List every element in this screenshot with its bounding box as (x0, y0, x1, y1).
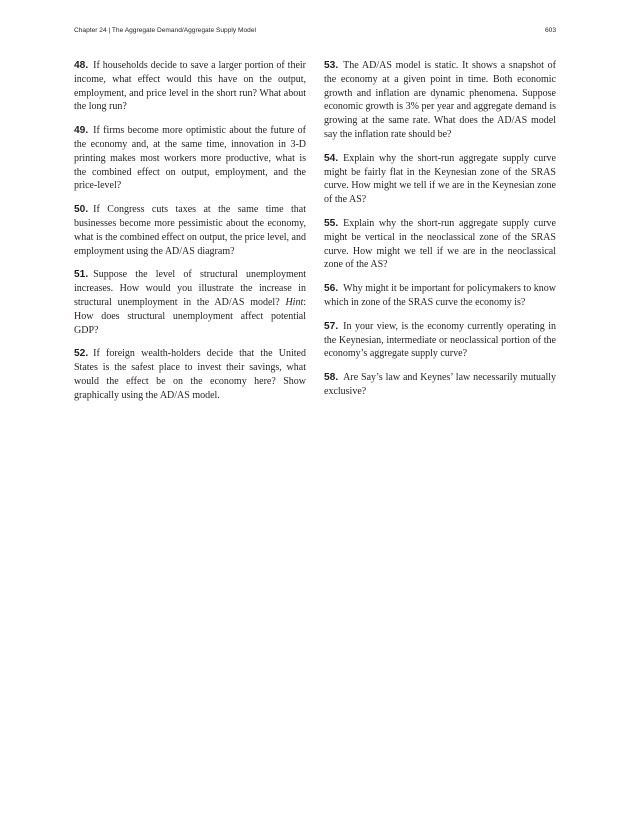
question-text: In your view, is the economy currently operating in the Keynesian, intermediate or neoclassical portion of the economy’s aggregate supply curve? (324, 320, 556, 360)
question-text: If foreign wealth-holders decide that the United States is the safest place to invest their savings, what would the effect be on the economy here? Show graphically using the AD/AS model. (74, 348, 306, 401)
question-49 (74, 124, 306, 193)
chapter-prefix: Chapter 24 (74, 27, 107, 34)
question-53 (324, 59, 556, 142)
question-number: 50. (74, 204, 89, 216)
chapter-separator: | (106, 27, 112, 34)
question-text: Suppose the level of structural unemployment increases. How would you illustrate the increase in structural unemployment in the AD/AS model? (74, 269, 306, 308)
question-number: 58. (324, 372, 339, 384)
question-number: 53. (324, 60, 339, 71)
chapter-heading (74, 25, 256, 37)
question-54 (324, 152, 556, 207)
question-text-continued: : How does structural unemployment affect potential GDP? (74, 296, 306, 336)
question-51 (74, 268, 306, 337)
running-header (74, 25, 556, 37)
right-column (324, 59, 556, 409)
question-text: If households decide to save a larger portion of their income, what effect would this have on the output, employment, and price level in the short run? What about the long run? (74, 60, 306, 113)
question-number: 48. (74, 60, 89, 71)
page-number: 603 (544, 27, 556, 34)
question-text: Explain why the short-run aggregate supply curve might be fairly flat in the Keynesian zone of the SRAS curve. How might we tell if we are in the Keynesian zone of the AS? (324, 152, 556, 206)
question-52 (74, 347, 306, 402)
question-58 (324, 371, 556, 399)
question-57 (324, 320, 556, 361)
question-number: 56. (324, 283, 339, 295)
question-number: 52. (74, 348, 89, 360)
question-50 (74, 203, 306, 258)
question-48 (74, 59, 306, 114)
left-column (74, 59, 306, 413)
question-text: Are Say’s law and Keynes’ law necessarily mutually exclusive? (324, 372, 556, 397)
question-text: The AD/AS model is static. It shows a snapshot of the economy at a given point in time. Both economic growth and inflation are dynamic phenomena. Suppose economic growth is 3% per year and aggregate demand is growing at the same rate. What does the AD/AS model say the inflation rate should be? (324, 60, 556, 140)
question-text: Explain why the short-run aggregate supply curve might be vertical in the neoclassical zone of the SRAS curve. How might we tell if we are in the neoclassical zone of the AS? (324, 217, 556, 271)
question-number: 51. (74, 269, 89, 281)
hint-label: Hint (285, 296, 304, 308)
question-text: If Congress cuts taxes at the same time that businesses become more pessimistic about the economy, what is the combined effect on output, the price level, and employment using the AD/AS diagram? (74, 204, 306, 257)
question-number: 55. (324, 217, 339, 229)
question-text: Why might it be important for policymakers to know which in zone of the SRAS curve the economy is? (324, 283, 556, 308)
question-number: 57. (324, 320, 339, 332)
question-56 (324, 282, 556, 310)
question-number: 49. (74, 125, 89, 137)
question-number: 54. (324, 152, 339, 164)
question-55 (324, 217, 556, 272)
question-text: If firms become more optimistic about the future of the economy and, at the same time, innovation in 3-D printing makes most workers more productive, what is the combined effect on output, employment, and the price-level? (74, 125, 306, 192)
chapter-title: The Aggregate Demand/Aggregate Supply Model (111, 27, 256, 34)
